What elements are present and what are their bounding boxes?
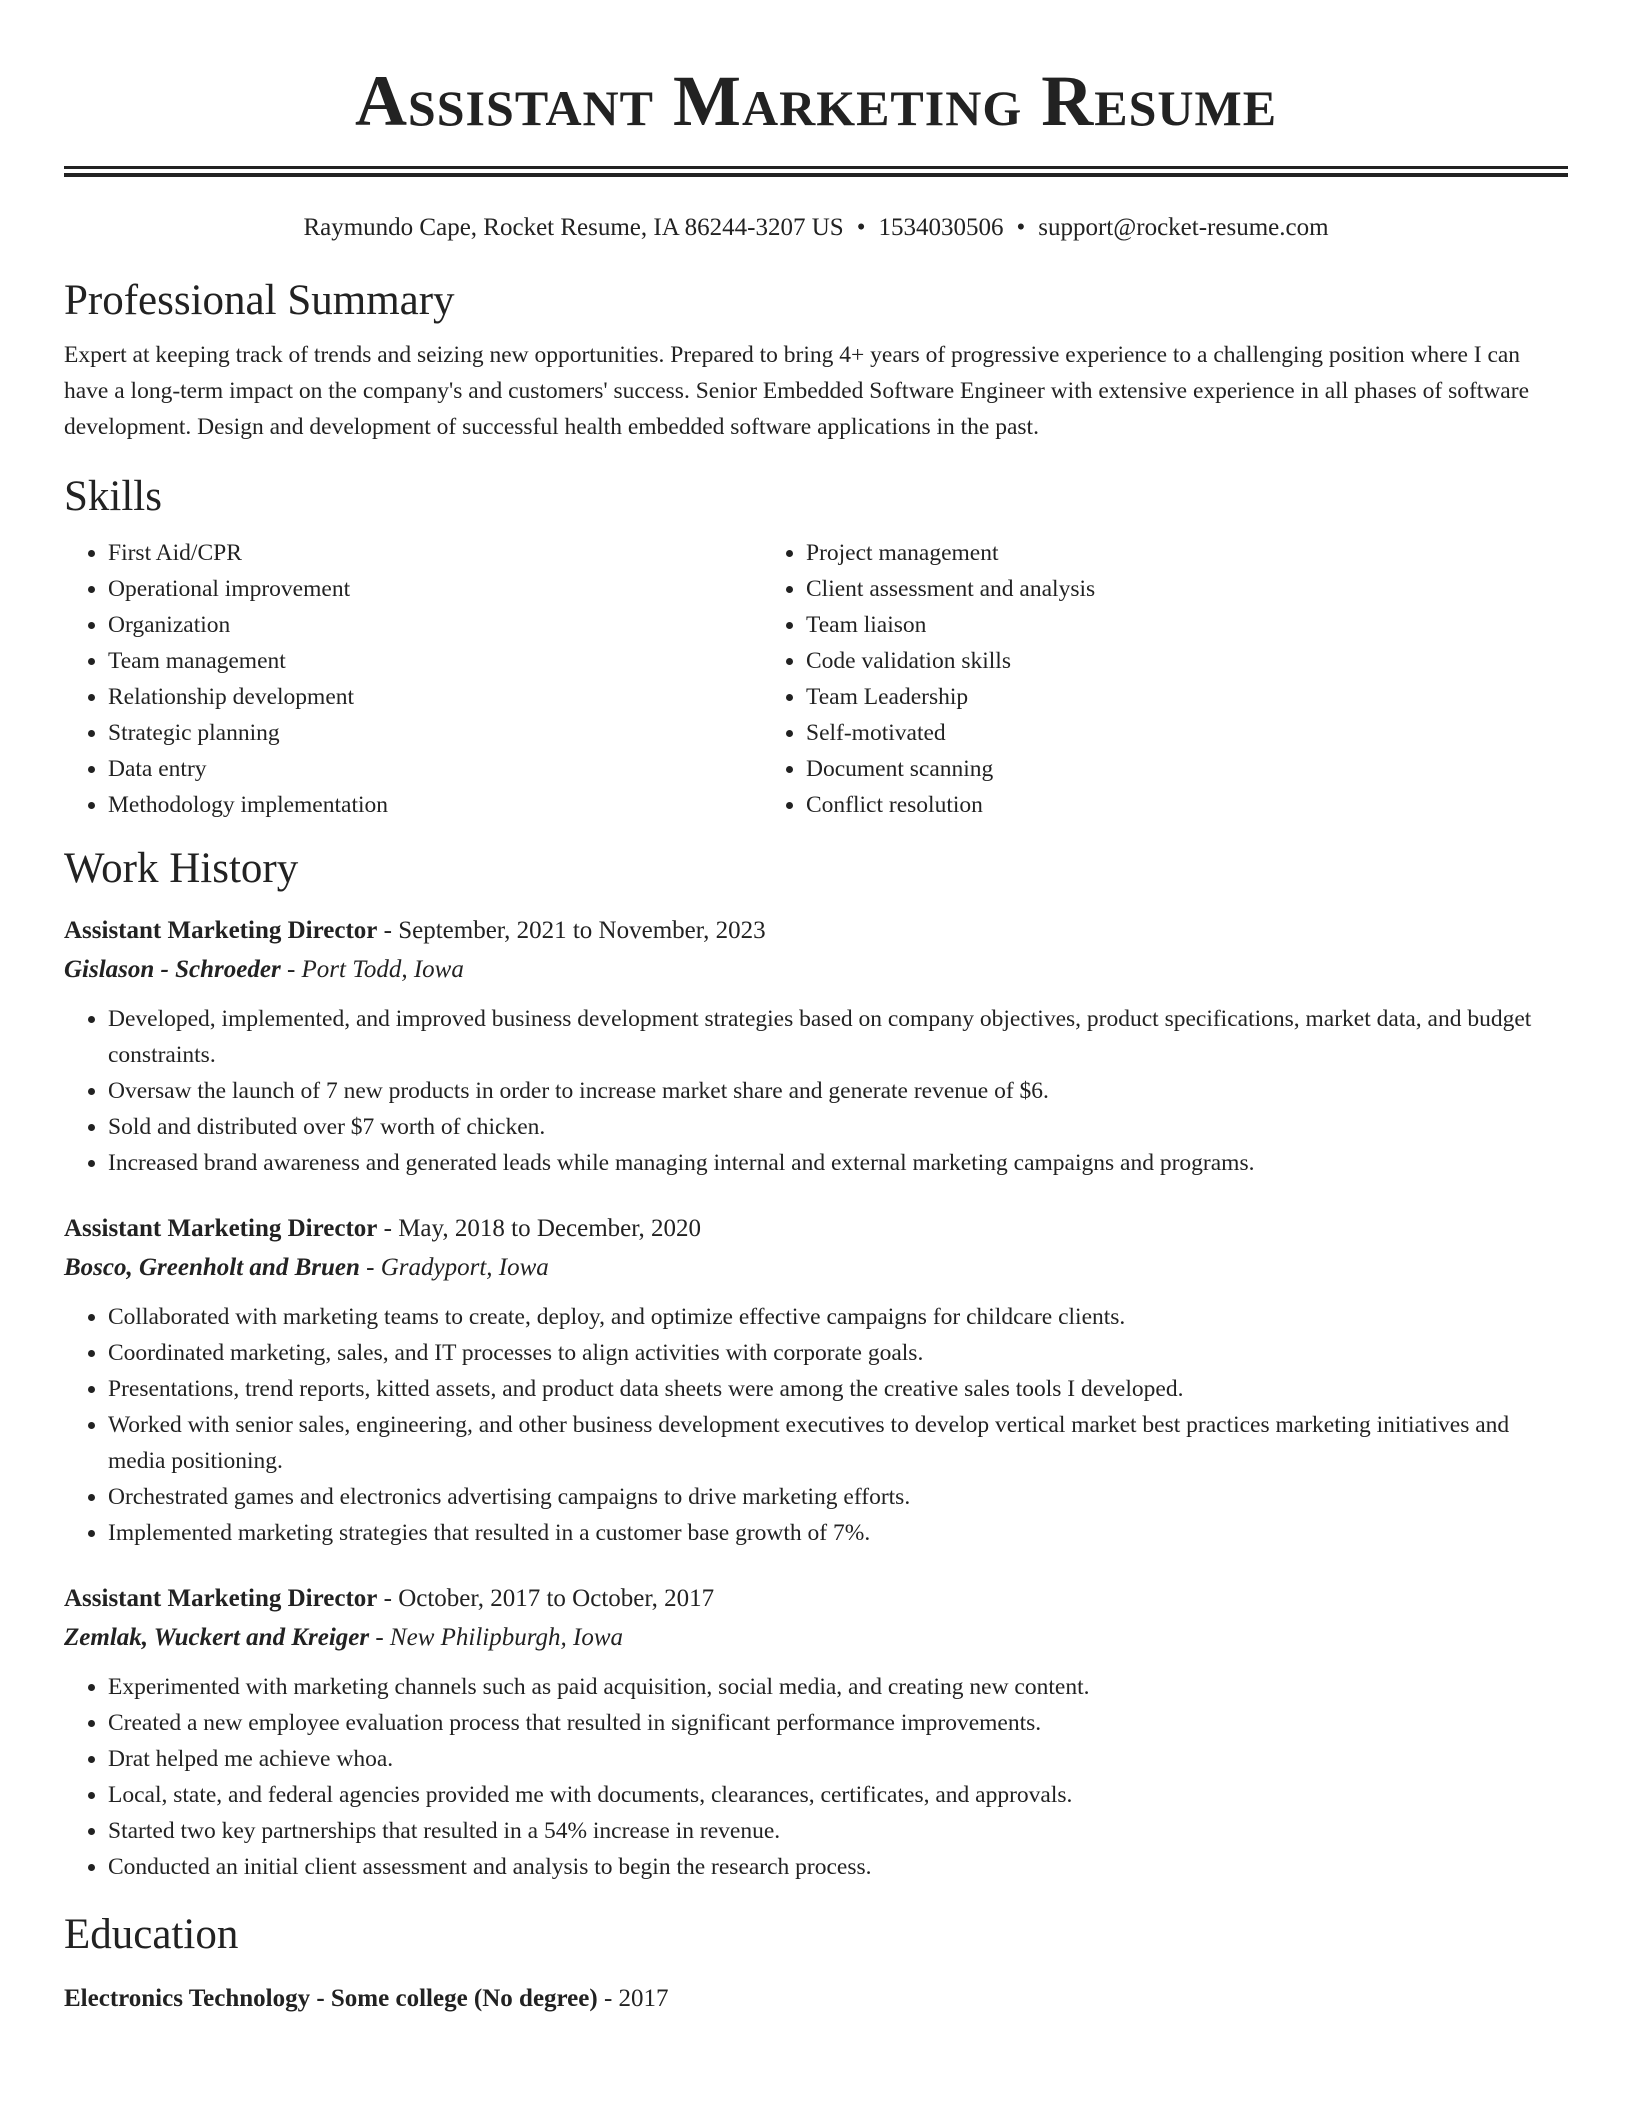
skill-item: • Team management <box>108 643 762 679</box>
contact-separator: • <box>1016 214 1026 241</box>
skills-column-right <box>762 535 1502 823</box>
education-heading: Education <box>64 1911 239 1958</box>
job-entry <box>64 911 1568 1181</box>
skill-item: • Team liaison <box>806 607 1502 643</box>
job-company-line <box>64 951 1568 989</box>
job-company: Bosco, Greenholt and Bruen <box>64 1254 360 1281</box>
job-role: Assistant Marketing Director <box>64 917 378 944</box>
job-location: - Gradyport, Iowa <box>359 1254 549 1281</box>
job-company-line <box>64 1249 1568 1287</box>
contact-line <box>64 211 1568 245</box>
job-dates: - May, 2018 to December, 2020 <box>377 1215 702 1242</box>
contact-separator: • <box>856 214 866 241</box>
job-bullet: • Implemented marketing strategies that resulted in a customer base growth of 7%. <box>108 1515 1568 1551</box>
education-year: - 2017 <box>597 1985 669 2012</box>
job-bullet: • Oversaw the launch of 7 new products in order to increase market share and generate revenue of $6. <box>108 1073 1568 1109</box>
skill-item: • Methodology implementation <box>108 787 762 823</box>
education-entry <box>64 1979 1568 2019</box>
job-bullet: • Created a new employee evaluation process that resulted in significant performance improvements. <box>108 1705 1568 1741</box>
skill-item: • Operational improvement <box>108 571 762 607</box>
skills-heading: Skills <box>64 473 162 520</box>
job-location: - Port Todd, Iowa <box>280 956 464 983</box>
skill-item: • First Aid/CPR <box>108 535 762 571</box>
contact-email: support@rocket-resume.com <box>1038 214 1329 241</box>
job-title-line <box>64 1209 1568 1249</box>
job-bullet: • Orchestrated games and electronics advertising campaigns to drive marketing efforts. <box>108 1479 1568 1515</box>
job-entry <box>64 1209 1568 1551</box>
job-bullet: • Presentations, trend reports, kitted assets, and product data sheets were among the creative sales tools I developed. <box>108 1371 1568 1407</box>
job-company: Zemlak, Wuckert and Kreiger <box>64 1624 370 1651</box>
skill-item: • Organization <box>108 607 762 643</box>
title-divider <box>64 166 1568 173</box>
resume-title: Assistant Marketing Resume <box>354 61 1278 141</box>
skill-item: • Strategic planning <box>108 715 762 751</box>
job-bullet: • Collaborated with marketing teams to create, deploy, and optimize effective campaigns for childcare clients. <box>108 1299 1568 1335</box>
job-title-line <box>64 1579 1568 1619</box>
job-title-line <box>64 911 1568 951</box>
summary-heading: Professional Summary <box>64 277 455 324</box>
job-dates: - October, 2017 to October, 2017 <box>377 1585 715 1612</box>
job-bullet: • Increased brand awareness and generated leads while managing internal and external marketing campaigns and programs. <box>108 1145 1568 1181</box>
skill-item: • Team Leadership <box>806 679 1502 715</box>
job-bullets <box>64 1001 1568 1181</box>
skills-column-left <box>64 535 762 823</box>
skill-item: • Document scanning <box>806 751 1502 787</box>
job-bullet: • Drat helped me achieve whoa. <box>108 1741 1568 1777</box>
skill-item: • Relationship development <box>108 679 762 715</box>
education-degree: Electronics Technology - Some college (No degree) <box>64 1985 598 2012</box>
job-bullets <box>64 1669 1568 1885</box>
job-company: Gislason - Schroeder <box>64 956 281 983</box>
job-bullet: • Coordinated marketing, sales, and IT processes to align activities with corporate goals. <box>108 1335 1568 1371</box>
job-bullet: • Sold and distributed over $7 worth of chicken. <box>108 1109 1568 1145</box>
job-dates: - September, 2021 to November, 2023 <box>377 917 766 944</box>
job-bullet: • Conducted an initial client assessment and analysis to begin the research process. <box>108 1849 1568 1885</box>
skill-item: • Code validation skills <box>806 643 1502 679</box>
skill-item: • Client assessment and analysis <box>806 571 1502 607</box>
job-role: Assistant Marketing Director <box>64 1585 378 1612</box>
skills-list <box>64 535 1568 823</box>
job-bullet: • Experimented with marketing channels such as paid acquisition, social media, and creating new content. <box>108 1669 1568 1705</box>
job-entry <box>64 1579 1568 1885</box>
job-bullet: • Developed, implemented, and improved business development strategies based on company objectives, product specifications, market data, and budget constraints. <box>108 1001 1568 1073</box>
job-role: Assistant Marketing Director <box>64 1215 378 1242</box>
job-location: - New Philipburgh, Iowa <box>369 1624 624 1651</box>
job-bullets <box>64 1299 1568 1551</box>
skill-item: • Data entry <box>108 751 762 787</box>
job-bullet: • Started two key partnerships that resulted in a 54% increase in revenue. <box>108 1813 1568 1849</box>
skill-item: • Self-motivated <box>806 715 1502 751</box>
title-divider-bold <box>64 173 1568 177</box>
skill-item: • Conflict resolution <box>806 787 1502 823</box>
skill-item: • Project management <box>806 535 1502 571</box>
summary-text: Expert at keeping track of trends and seizing new opportunities. Prepared to bring 4+ years of progressive experience to a challenging position where I can have a long-term impact on the company's and customers' success. Senior Embedded Software Engineer with extensive experience in all phases of software development. Design and development of successful health embedded software applications in the past. <box>64 342 1529 440</box>
contact-address: Raymundo Cape, Rocket Resume, IA 86244-3207 US <box>303 214 844 241</box>
job-bullet: • Worked with senior sales, engineering, and other business development executives to develop vertical market best practices marketing initiatives and media positioning. <box>108 1407 1568 1479</box>
job-bullet: • Local, state, and federal agencies provided me with documents, clearances, certificates, and approvals. <box>108 1777 1568 1813</box>
work-history-heading: Work History <box>64 845 299 892</box>
contact-phone: 1534030506 <box>878 214 1004 241</box>
job-company-line <box>64 1619 1568 1657</box>
